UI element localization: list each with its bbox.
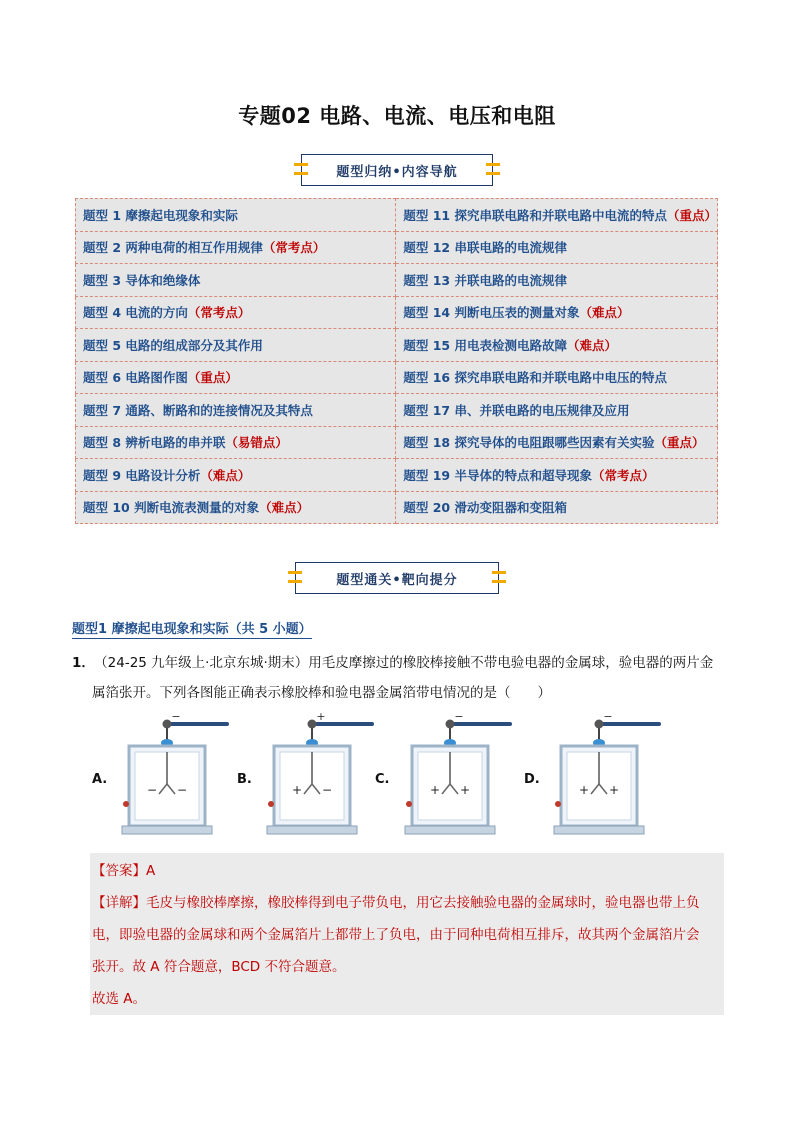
nav-item[interactable]: [76, 329, 396, 362]
nav-row: [76, 231, 718, 264]
metal-ball: [163, 720, 172, 729]
nav-item-label: 题型 13 并联电路的电流规律: [403, 272, 567, 288]
question-line-2: 属箔张开。下列各图能正确表示橡胶棒和验电器金属箔带电情况的是（ ）: [92, 685, 551, 701]
nav-item-label: 题型 5 电路的组成部分及其作用: [83, 337, 263, 353]
nav-item-label: 题型 10 判断电流表测量的对象: [83, 500, 260, 516]
nav-item[interactable]: [396, 459, 718, 492]
side-knob: [268, 801, 274, 807]
detail-line-3: 张开。故 A 符合题意，BCD 不符合题意。: [92, 959, 346, 975]
nav-item-tag: （重点）: [654, 435, 705, 451]
nav-item-label: 题型 2 两种电荷的相互作用规律: [83, 240, 263, 256]
option-label: A.: [92, 772, 108, 787]
foil-charge-sign: −: [321, 783, 333, 797]
answer-line: 【答案】A: [92, 863, 156, 879]
tongguan-header-text: 题型通关•靶向提分: [336, 572, 458, 588]
rod-charge-sign: −: [454, 712, 464, 723]
nav-item-tag: （难点）: [259, 500, 310, 516]
nav-item-label: 题型 18 探究导体的电阻跟哪些因素有关实验: [403, 435, 655, 451]
base-plate: [554, 826, 644, 834]
question-1: [72, 648, 732, 708]
rod-charge-sign: +: [316, 712, 326, 723]
nav-item-tag: （重点）: [666, 207, 717, 223]
detail-line-1: 【详解】毛皮与橡胶棒摩擦，橡胶棒得到电子带负电，用它去接触验电器的金属球时，验电器也带上负: [92, 895, 700, 911]
foil-charge-sign: +: [429, 783, 441, 797]
metal-ball: [595, 720, 604, 729]
topic-nav-table: [75, 198, 718, 524]
nav-item-tag: （难点）: [579, 305, 630, 321]
nav-item[interactable]: [396, 426, 718, 459]
option-label: D.: [524, 772, 540, 787]
decor-bars-left: [294, 163, 308, 175]
nav-item-label: 题型 6 电路图作图: [83, 370, 188, 386]
side-knob: [123, 801, 129, 807]
nav-item-label: 题型 12 串联电路的电流规律: [403, 240, 567, 256]
base-plate: [122, 826, 212, 834]
page-title: 专题02 电路、电流、电压和电阻: [238, 104, 556, 128]
nav-item[interactable]: [76, 394, 396, 427]
nav-row: [76, 491, 718, 524]
nav-item-label: 题型 7 通路、断路和的连接情况及其特点: [83, 402, 313, 418]
nav-item[interactable]: [396, 491, 718, 524]
nav-item-label: 题型 15 用电表检测电路故障: [403, 337, 567, 353]
foil-charge-sign: +: [578, 783, 590, 797]
nav-item-label: 题型 4 电流的方向: [83, 305, 188, 321]
base-plate: [267, 826, 357, 834]
answer-options: [92, 712, 732, 844]
nav-item[interactable]: [76, 199, 396, 232]
nav-item-label: 题型 17 串、并联电路的电压规律及应用: [403, 402, 630, 418]
nav-item-label: 题型 8 辨析电路的串并联: [83, 435, 226, 451]
side-knob: [406, 801, 412, 807]
nav-item-label: 题型 11 探究串联电路和并联电路中电流的特点: [403, 207, 667, 223]
nav-item[interactable]: [396, 329, 718, 362]
nav-row: [76, 459, 718, 492]
nav-row: [76, 426, 718, 459]
nav-item[interactable]: [76, 361, 396, 394]
foil-charge-sign: +: [291, 783, 303, 797]
nav-row: [76, 264, 718, 297]
nav-item[interactable]: [396, 264, 718, 297]
nav-item-tag: （常考点）: [187, 305, 251, 321]
nav-header-text: 题型归纳•内容导航: [336, 164, 458, 180]
nav-header-box: [301, 154, 493, 186]
decor-bars-left: [288, 571, 302, 583]
foil-charge-sign: +: [608, 783, 620, 797]
electroscope-diagram: [259, 712, 379, 844]
tongguan-header-box: [295, 562, 499, 594]
electroscope-diagram: [397, 712, 517, 844]
rod-charge-sign: −: [603, 712, 613, 723]
nav-item[interactable]: [76, 459, 396, 492]
nav-item-label: 题型 20 滑动变阻器和变阻箱: [403, 500, 567, 516]
nav-item[interactable]: [76, 264, 396, 297]
question-line-1: （24-25 九年级上·北京东城·期末）用毛皮摩擦过的橡胶棒接触不带电验电器的金属球，验电器的两片金: [100, 655, 714, 671]
nav-item[interactable]: [396, 231, 718, 264]
electroscope-diagram: [546, 712, 666, 844]
nav-item-label: 题型 1 摩擦起电现象和实际: [83, 207, 238, 223]
nav-row: [76, 199, 718, 232]
nav-item[interactable]: [76, 491, 396, 524]
decor-bars-right: [486, 163, 500, 175]
nav-item[interactable]: [76, 296, 396, 329]
nav-item[interactable]: [396, 199, 718, 232]
nav-item-label: 题型 9 电路设计分析: [83, 467, 201, 483]
nav-item-label: 题型 19 半导体的特点和超导现象: [403, 467, 592, 483]
nav-item-tag: （重点）: [187, 370, 238, 386]
metal-ball: [308, 720, 317, 729]
decor-bars-right: [492, 571, 506, 583]
nav-item-label: 题型 14 判断电压表的测量对象: [403, 305, 580, 321]
final-answer: 故选 A。: [92, 991, 147, 1007]
nav-item-tag: （难点）: [566, 337, 617, 353]
answer-box: [90, 853, 724, 1015]
nav-item[interactable]: [396, 394, 718, 427]
nav-item[interactable]: [76, 426, 396, 459]
section-heading: 题型1 摩擦起电现象和实际（共 5 小题）: [72, 618, 312, 639]
nav-item-tag: （易错点）: [225, 435, 288, 451]
nav-row: [76, 394, 718, 427]
foil-charge-sign: +: [459, 783, 471, 797]
nav-item[interactable]: [396, 296, 718, 329]
nav-item-label: 题型 3 导体和绝缘体: [83, 272, 201, 288]
nav-row: [76, 361, 718, 394]
side-knob: [555, 801, 561, 807]
foil-charge-sign: −: [176, 783, 188, 797]
electroscope-diagram: [114, 712, 234, 844]
option-label: B.: [237, 772, 252, 787]
nav-item[interactable]: [76, 231, 396, 264]
nav-item-tag: （常考点）: [591, 467, 655, 483]
nav-item-label: 题型 16 探究串联电路和并联电路中电压的特点: [403, 370, 667, 386]
nav-row: [76, 329, 718, 362]
detail-line-2: 电，即验电器的金属球和两个金属箔片上都带上了负电，由于同种电荷相互排斥，故其两个金属箔片会: [92, 927, 700, 943]
nav-row: [76, 296, 718, 329]
nav-item-tag: （常考点）: [262, 240, 326, 256]
nav-item[interactable]: [396, 361, 718, 394]
question-number: 1．: [72, 655, 95, 671]
foil-charge-sign: −: [146, 783, 158, 797]
option-label: C.: [375, 772, 390, 787]
base-plate: [405, 826, 495, 834]
nav-item-tag: （难点）: [200, 467, 251, 483]
metal-ball: [446, 720, 455, 729]
rod-charge-sign: −: [171, 712, 181, 723]
